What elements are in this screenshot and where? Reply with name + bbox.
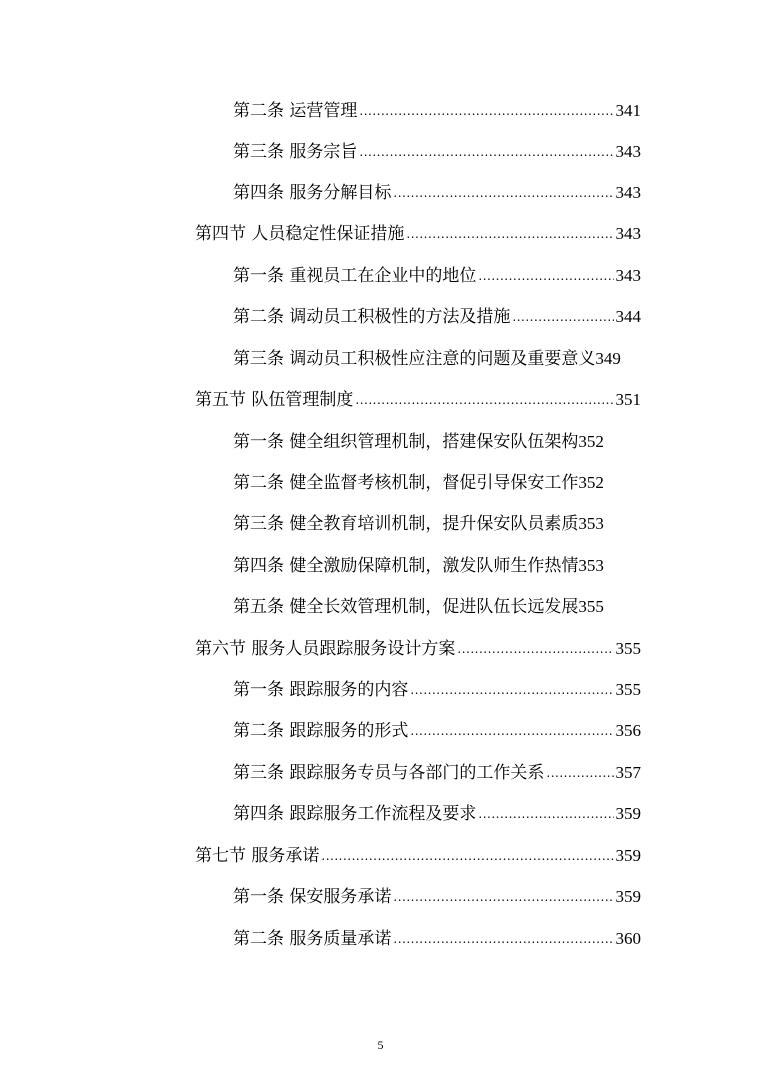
- toc-entry-page: 355: [615, 639, 641, 658]
- toc-entry-label: 第四节 人员稳定性保证措施: [195, 224, 405, 244]
- toc-entry[interactable]: [233, 712, 641, 742]
- dot-leader: [359, 103, 613, 119]
- toc-entry-label: 第三条 健全教育培训机制，提升保安队员素质: [233, 514, 579, 534]
- toc-entry[interactable]: [233, 547, 641, 577]
- toc-entry[interactable]: [233, 92, 641, 122]
- page-number: 5: [377, 1038, 384, 1052]
- toc-entry-page: 343: [615, 183, 641, 202]
- toc-entry-label: 第四条 跟踪服务工作流程及要求: [233, 804, 477, 824]
- toc-entry-page: 352: [578, 432, 604, 451]
- toc-entry-label: 第六节 服务人员跟踪服务设计方案: [195, 639, 456, 659]
- toc-entry[interactable]: [233, 464, 641, 494]
- toc-section-entry[interactable]: [195, 381, 641, 411]
- toc-entry-page: 355: [615, 680, 641, 699]
- toc-entry-page: 351: [615, 390, 641, 409]
- dot-leader: [359, 144, 613, 160]
- dot-leader: [457, 641, 613, 657]
- dot-leader: [410, 682, 613, 698]
- dot-leader: [512, 309, 613, 325]
- dot-leader: [546, 765, 613, 781]
- dot-leader: [393, 889, 613, 905]
- toc-entry-label: 第四条 服务分解目标: [233, 183, 392, 203]
- dot-leader: [393, 185, 613, 201]
- toc-section-entry[interactable]: [195, 215, 641, 245]
- toc-entry-label: 第三条 服务宗旨: [233, 142, 358, 162]
- toc-entry[interactable]: [233, 505, 641, 535]
- toc-entry-page: 355: [578, 597, 604, 616]
- toc-entry-page: 341: [615, 101, 641, 120]
- toc-entry-page: 359: [615, 846, 641, 865]
- toc-entry-page: 352: [578, 473, 604, 492]
- toc-entry-label: 第一条 跟踪服务的内容: [233, 680, 409, 700]
- toc-entry-page: 353: [578, 556, 604, 575]
- toc-entry-page: 359: [615, 887, 641, 906]
- dot-leader: [321, 848, 613, 864]
- dot-leader: [478, 806, 613, 822]
- toc-entry-page: 360: [615, 929, 641, 948]
- toc-entry-page: 343: [615, 142, 641, 161]
- toc-entry[interactable]: [233, 920, 641, 950]
- toc-entry[interactable]: [233, 257, 641, 287]
- toc-entry-label: 第二条 跟踪服务的形式: [233, 721, 409, 741]
- toc-entry-page: 343: [615, 224, 641, 243]
- toc-section-entry[interactable]: [195, 837, 641, 867]
- toc-entry-label: 第一条 健全组织管理机制，搭建保安队伍架构: [233, 432, 579, 452]
- toc-entry-page: 357: [615, 763, 641, 782]
- toc-entry-page: 359: [615, 804, 641, 823]
- dot-leader: [393, 931, 613, 947]
- toc-entry[interactable]: [233, 174, 641, 204]
- toc-entry[interactable]: [233, 754, 641, 784]
- toc-entry[interactable]: [233, 133, 641, 163]
- toc-entry-label: 第三条 调动员工积极性应注意的问题及重要意义: [233, 349, 596, 369]
- dot-leader: [355, 392, 613, 408]
- toc-entry-page: 343: [615, 266, 641, 285]
- toc-entry[interactable]: [233, 671, 641, 701]
- toc-entry[interactable]: [233, 298, 641, 328]
- toc-entry[interactable]: [233, 878, 641, 908]
- toc-entry-page: 356: [615, 721, 641, 740]
- dot-leader: [406, 226, 613, 242]
- toc-entry-label: 第四条 健全激励保障机制，激发队师生作热情: [233, 556, 579, 576]
- toc-entry-label: 第二条 调动员工积极性的方法及措施: [233, 307, 511, 327]
- toc-entry[interactable]: [233, 588, 641, 618]
- toc-entry-label: 第二条 运营管理: [233, 101, 358, 121]
- toc-entry[interactable]: [233, 423, 641, 453]
- toc-section-entry[interactable]: [195, 630, 641, 660]
- toc-entry-label: 第三条 跟踪服务专员与各部门的工作关系: [233, 763, 545, 783]
- dot-leader: [410, 723, 613, 739]
- toc-entry-page: 349: [595, 349, 621, 368]
- toc-entry-label: 第二条 健全监督考核机制，督促引导保安工作: [233, 473, 579, 493]
- toc-entry[interactable]: [233, 795, 641, 825]
- toc-entry-label: 第二条 服务质量承诺: [233, 929, 392, 949]
- toc-entry-label: 第五条 健全长效管理机制，促进队伍长远发展: [233, 597, 579, 617]
- toc-entry-page: 353: [578, 514, 604, 533]
- toc-entry-label: 第五节 队伍管理制度: [195, 390, 354, 410]
- toc-entry-page: 344: [615, 307, 641, 326]
- toc-entry-label: 第一条 保安服务承诺: [233, 887, 392, 907]
- toc-entry-label: 第一条 重视员工在企业中的地位: [233, 266, 477, 286]
- dot-leader: [478, 268, 613, 284]
- toc-entry-label: 第七节 服务承诺: [195, 846, 320, 866]
- toc-entry[interactable]: [233, 340, 641, 370]
